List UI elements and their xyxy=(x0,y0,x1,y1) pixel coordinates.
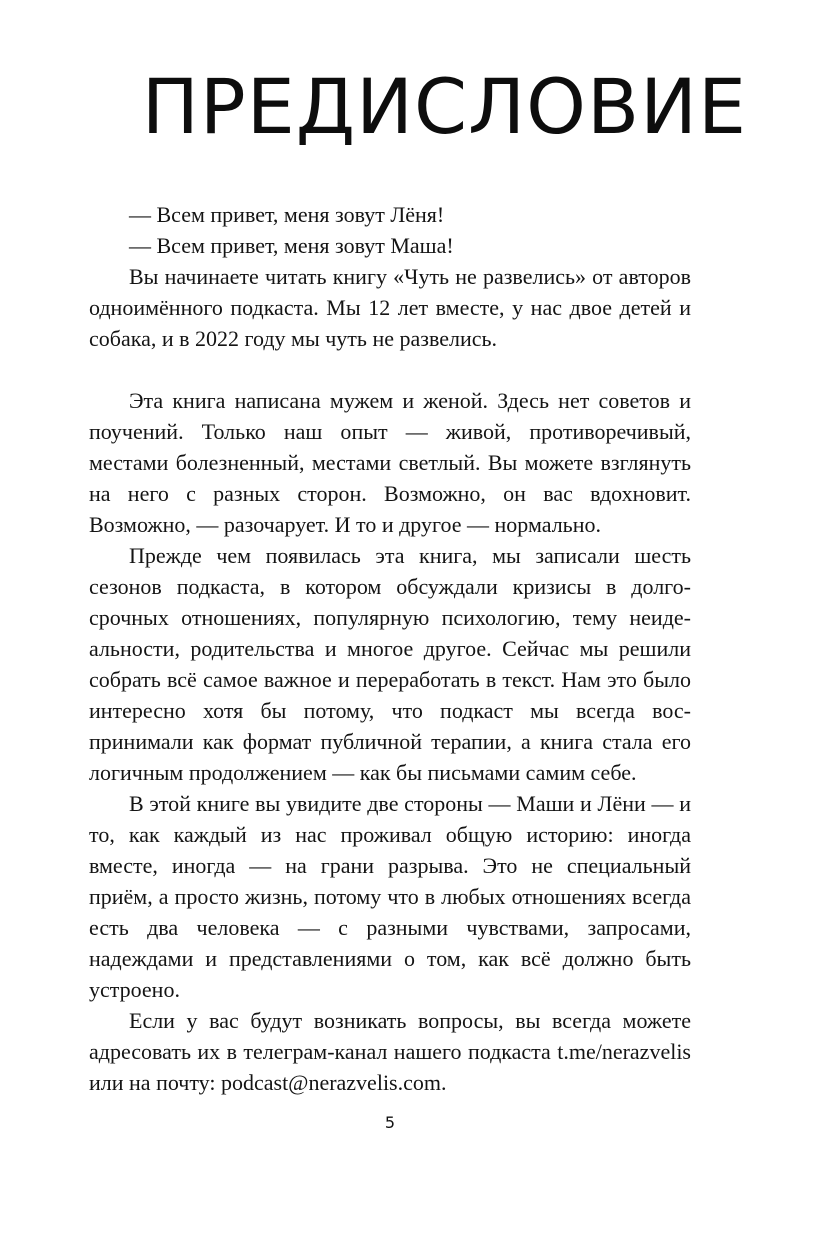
paragraph: В этой книге вы увидите две стороны — Маши и Лёни — и то, как каждый из нас проживал общую историю: иногда вместе, иногда — на грани разрыва. Это не специальный приём, а просто жизнь, потому что в любых отношениях всегда есть два человека — с разными чувствами, запросами, надеждами и представлениями о том, как всё должно быть устроено. xyxy=(89,791,691,1002)
dialogue-line: — Всем привет, меня зовут Лёня! xyxy=(129,202,445,227)
dialogue-line: — Всем привет, меня зовут Маша! xyxy=(129,233,454,258)
paragraph: Если у вас будут возникать вопросы, вы всегда можете адресовать их в телеграм-канал нашего подкаста t.me/nerazvelis или на почту: podcast@nerazvelis.com. xyxy=(89,1008,691,1095)
page-title: ПРЕДИСЛОВИЕ xyxy=(141,62,747,151)
page-number: 5 xyxy=(384,1113,396,1132)
paragraph: Эта книга написана мужем и женой. Здесь нет советов и поучений. Только наш опыт — живой, противоречивый, местами болезненный, местами светлый. Вы можете взглянуть на него с разных сторон. Возможно, он вас вдохновит. Возможно, — разочарует. И то и другое — нормально. xyxy=(89,388,691,537)
paragraph: Вы начинаете читать книгу «Чуть не развелись» от авторов одноимённого подкаста. Мы 12 лет вместе, у нас двое детей и собака, и в 2022 году мы чуть не развелись. xyxy=(89,264,691,351)
body-text xyxy=(89,199,691,1098)
paragraph: Прежде чем появилась эта книга, мы записали шесть сезонов подкаста, в котором обсуждали кризисы в долгосрочных отношениях, популярную психологию, тему неидеальности, родительства и многое другое. Сейчас мы решили собрать всё самое важное и переработать в текст. Нам это было интересно хотя бы потому, что подкаст мы всегда воспринимали как формат публичной терапии, а книга стала его логичным продолжением — как бы письмами самим себе. xyxy=(89,543,691,785)
